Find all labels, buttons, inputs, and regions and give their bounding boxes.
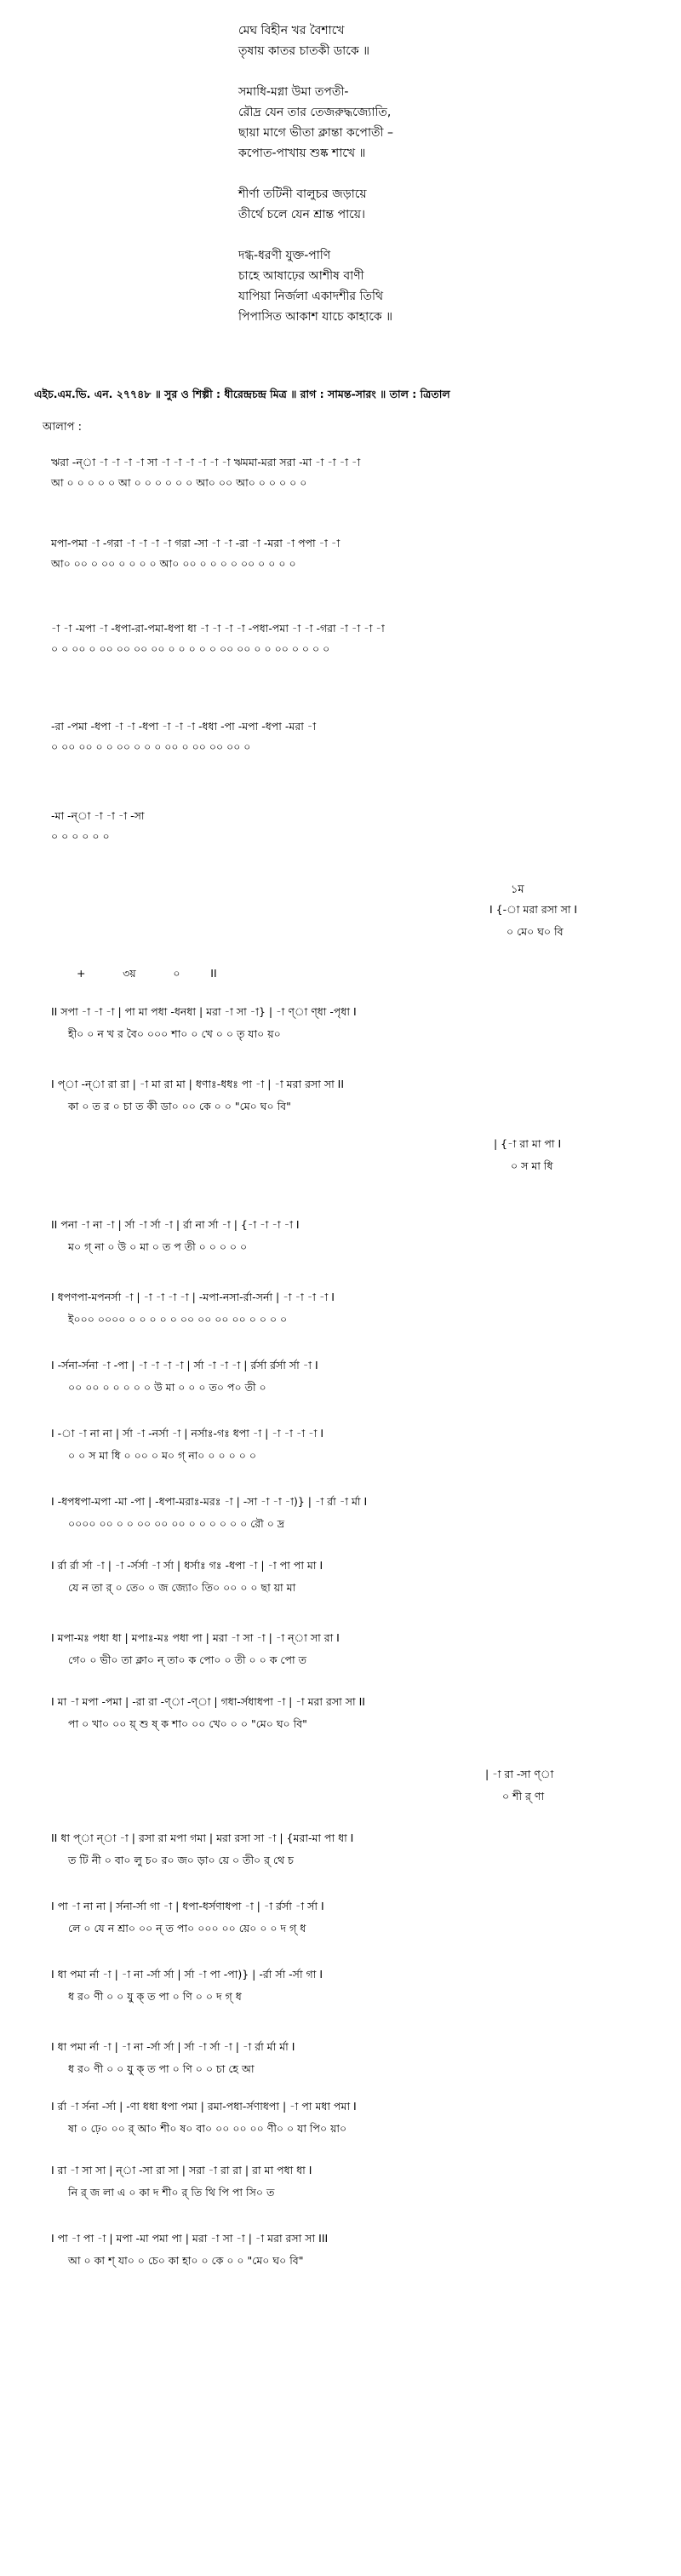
song-syllables-row: নি র্‌ জ লা এ ০ কা দ শী০ র্‌ তি থি পি পা সি০ ত bbox=[68, 2186, 275, 2199]
song-syllables-row: ০০০০ ০০ ০ ০ ০০ ০০ ০০ ০ ০ ০ ০ ০ ০ রৌ ০ দ্র bbox=[68, 1517, 285, 1530]
poem-stanza bbox=[238, 20, 545, 61]
record-info: এইচ.এম.ভি. এন. ২৭৭৪৮ ॥ সুর ও শিল্পী : ধীরেন্দ্রচন্দ্র মিত্র ॥ রাগ : সামন্ত-সারং ॥ তাল : ত্রিতাল bbox=[34, 388, 450, 400]
poem-stanza bbox=[238, 82, 545, 164]
song-notes-row: I পা -া না না | র্সনা-র্সা গা -া | ধপা-ধর্সণাধপা -া | -া র্রর্সা -া র্সা I bbox=[51, 1900, 324, 1912]
song-notes-row: I মপা-মঃ পধা ধা | মপাঃ-মঃ পধা পা | মরা -া সা -া | -া ন্‌া সা রা I bbox=[51, 1631, 340, 1644]
song-syllables-row: ধ র০ ণী ০ ০ যু ক্‌ ত পা ০ ণি ০ ০ চা হে আ bbox=[68, 2062, 255, 2075]
song-notes-row: II ধা প্‌া ন্‌া -া | রসা রা মপা গমা | মরা রসা সা -া | {মরা-মা পা ধা I bbox=[51, 1831, 354, 1844]
alap-syllables-row: ০ ০ ০ ০ ০ ০ bbox=[51, 830, 110, 842]
song-syllables-row: আ ০ কা শ্‌ যা০ ০ চে০ কা হা০ ০ কে ০ ০ "মে০ ঘ০ বি" bbox=[68, 2254, 304, 2267]
song-syllables-row: গে০ ০ ভী০ তা ক্লা০ ন্‌ তা০ ক পো০ ০ তী ০ ০ ক পো ত bbox=[68, 1653, 306, 1666]
poem-line: পিপাসিত আকাশ যাচে কাহাকে ॥ bbox=[238, 310, 393, 324]
poem-line: ছায়া মাগে ভীতা ক্লান্তা কপোতী – bbox=[238, 126, 393, 140]
alap-notes-row: ঋরা -ন্‌া -া -া -া -া সা -া -া -া -া -া -া ঋমমা-মরা সরা -মা -া -া -া -া bbox=[51, 456, 361, 469]
alap-notes-row: -া -া -মপা -া -ধপা-রা-পমা-ধপা ধা -া -া -া -া -পধা-পমা -া -া -গরা -া -া -া -া bbox=[51, 622, 385, 635]
song-notes-row: I -ধপধপা-মপা -মা -পা | -ধপা-মরাঃ-মরঃ -া | -সা -া -া -া)} | -া র্রা -া র্মা I bbox=[51, 1495, 368, 1508]
poem-stanza bbox=[238, 184, 545, 225]
song-notes-row: I -া -া না না | র্সা -া -নর্সা -া | নর্সাঃ-গঃ ধপা -া | -া -া -া -া I bbox=[51, 1427, 324, 1440]
song-syllables-row: ষা ০ ঢ়ে০ ০০ র্‌ আ০ শী০ ষ০ বা০ ০০ ০০ ০০ ণী০ ০ যা পি০ য়া০ bbox=[68, 2122, 347, 2135]
song-notes-row: I রা -া সা সা | ন্‌া -সা রা সা | সরা -া রা রা | রা মা পধা ধা I bbox=[51, 2164, 312, 2176]
alap-label: আলাপ : bbox=[43, 421, 82, 434]
song-syllables-row: হী০ ০ ন খ র বৈ০ ০০০ শা০ ০ খে ০ ০ তৃ যা০ য়০ bbox=[68, 1027, 281, 1040]
poem-line: মেঘ বিহীন খর বৈশাখে bbox=[238, 24, 345, 37]
song-notes-row: I প্‌া -ন্‌া রা রা | -া মা রা মা | ধণাঃ-ধধঃ পা -া | -া মরা রসা সা II bbox=[51, 1078, 345, 1090]
alap-notes-row: -রা -পমা -ধপা -া -া -ধপা -া -া -া -ধধা -পা -মপা -ধপা -মরা -া bbox=[51, 720, 317, 733]
poem-line: শীর্ণা তটিনী বালুচর জড়ায়ে bbox=[238, 187, 367, 201]
poem-line: তৃষায় কাতর চাতকী ডাকে ॥ bbox=[238, 44, 370, 58]
song-notes-row: I ধা পমা র্না -া | -া না -র্সা র্সা | র্সা -া পা -পা)} | -র্রা র্সা -র্সা গা I bbox=[51, 1968, 323, 1981]
song-notes-row: I ধা পমা র্না -া | -া না -র্সা র্সা | র্সা -া র্সা -া | -া র্রা র্মা র্মা I bbox=[51, 2040, 295, 2053]
poem-line: রৌদ্র যেন তার তেজরুদ্ধজ্যোতি, bbox=[238, 106, 392, 119]
song-syllables-row: ই০০০ ০০০০ ০ ০ ০ ০ ০ ০০ ০০ ০০ ০০ ০ ০ ০ ০ bbox=[68, 1313, 288, 1325]
song-notes-row: I {-া মরা রসা সা I bbox=[489, 903, 578, 916]
song-notes-row: II পনা -া না -া | র্সা -া র্সা -া | র্রা না র্সা -া | {-া -া -া -া I bbox=[51, 1218, 300, 1231]
alap-syllables-row: ০ ০০ ০০ ০ ০ ০০ ০ ০ ০ ০০ ০ ০০ ০০ ০০ ০ bbox=[51, 740, 251, 753]
song-syllables-row: কা ০ ত র ০ চা ত কী ডা০ ০০ কে ০ ০ "মে০ ঘ০ বি" bbox=[68, 1100, 291, 1113]
song-syllables-row: পা ০ খা০ ০০ য়্‌ শু ষ্‌ ক শা০ ০০ খে০ ০ ০ "মে০ ঘ০ বি" bbox=[68, 1717, 307, 1730]
poem-line: তীর্থে চলে যেন শ্রান্ত পায়ে। bbox=[238, 208, 366, 221]
part-marker: ১ম bbox=[511, 883, 524, 896]
alap-syllables-row: আ০ ০০ ০ ০০ ০ ০ ০ ০ আ০ ০০ ০ ০ ০ ০ ০০ ০ ০ ০ ০ bbox=[51, 557, 296, 570]
poem-line: চাহে আষাঢ়ের আশীষ বাণী bbox=[238, 269, 364, 283]
alap-syllables-row: আ ০ ০ ০ ০ ০ আ ০ ০ ০ ০ ০ ০ আ০ ০০ আ০ ০ ০ ০ ০ ০ bbox=[51, 476, 307, 489]
poem-stanza bbox=[238, 245, 545, 327]
song-syllables-row: লে ০ যে ন শ্রা০ ০০ ন্‌ ত পা০ ০০০ ০০ য়ে০ ০ ০ দ গ্‌ ধ bbox=[68, 1922, 306, 1935]
alap-syllables-row: ০ ০ ০০ ০ ০০ ০০ ০০ ০০ ০ ০ ০ ০ ০ ০০ ০০ ০ ০ ০০ ০ ০ ০ ০ bbox=[51, 642, 330, 655]
song-notes-row: I পা -া পা -া | মপা -মা পমা পা | মরা -া সা -া | -া মরা রসা সা III bbox=[51, 2232, 329, 2245]
song-lyrics bbox=[238, 20, 545, 348]
song-syllables-row: ০ শী র্‌ ণা bbox=[502, 1790, 545, 1803]
song-syllables-row: যে ন তা র্‌ ০ তে০ ০ জ জ্যো০ তি০ ০০ ০ ০ ছা য়া মা bbox=[68, 1581, 296, 1594]
song-notes-row: I র্রা র্রা র্সা -া | -া -র্সর্সা -া র্সা | ধর্সাঃ গঃ -ধপা -া | -া পা পা মা I bbox=[51, 1559, 323, 1572]
song-syllables-row: ত টি নী ০ বা০ লু চ০ র০ জ০ ড়া০ য়ে ০ তী০ র্‌ থে চ bbox=[68, 1854, 294, 1866]
song-notes-row: II সপা -া -া -া | পা মা পধা -ধনধা | মরা -া সা -া} | -া ণ্‌া ণ্‌ধা -পৃধা I bbox=[51, 1005, 357, 1018]
song-notes-row: I মা -া মপা -পমা | -রা রা -ণ্‌া -ণ্‌া | গধা-র্সধাধপা -া | -া মরা রসা সা II bbox=[51, 1695, 365, 1708]
poem-line: দগ্ধ-ধরণী যুক্ত-পাণি bbox=[238, 249, 331, 262]
song-syllables-row: ০ মে০ ঘ০ বি bbox=[506, 925, 564, 938]
song-syllables-row: ০ ০ স মা ধি ০ ০০ ০ ম০ গ্‌ না০ ০ ০ ০ ০ ০ bbox=[68, 1449, 256, 1462]
poem-line: যাপিয়া নির্জলা একাদশীর তিথি bbox=[238, 290, 384, 303]
alap-notes-row: মপা-পমা -া -গরা -া -া -া -া গরা -সা -া -া -রা -া -মরা -া পপা -া -া bbox=[51, 537, 340, 549]
song-syllables-row: ম০ গ্‌ না ০ উ ০ মা ০ ত প তী ০ ০ ০ ০ ০ bbox=[68, 1240, 248, 1253]
song-notes-row: | -া রা -সা ণ্‌া bbox=[485, 1768, 554, 1780]
song-syllables-row: ০ স মা ধি bbox=[511, 1159, 553, 1172]
song-notes-row: | {-া রা মা পা I bbox=[494, 1137, 562, 1150]
song-syllables-row: ০০ ০০ ০ ০ ০ ০ ০ উ মা ০ ০ ০ ত০ প০ তী ০ bbox=[68, 1381, 266, 1394]
poem-line: সমাধি-মগ্না উমা তপতী- bbox=[238, 85, 349, 99]
song-notes-row: I -র্সনা-র্সনা -া -পা | -া -া -া -া | র্সা -া -া -া | র্রর্সা র্রর্সা র্সা -া I bbox=[51, 1359, 318, 1371]
song-notes-row: I র্রা -া র্সনা -র্সা | -ণা ধধা ধপা পমা | রমা-পধা-র্সণাধপা | -া পা মধা পমা I bbox=[51, 2100, 357, 2113]
song-syllables-row: ধ র০ ণী ০ ০ যু ক্‌ ত পা ০ ণি ০ ০ দ গ্‌ ধ bbox=[68, 1990, 242, 2003]
poem-line: কপোত-পাখায় শুষ্ক শাখে ॥ bbox=[238, 147, 366, 160]
song-notes-row: I ধপণপা-মপনর্সা -া | -া -া -া -া | -মপা-নসা-র্রা-সর্না | -া -া -া -া I bbox=[51, 1291, 335, 1303]
alap-notes-row: -মা -ন্‌া -া -া -া -সা bbox=[51, 809, 145, 822]
song-notes-row: + ৩য় ০ II bbox=[77, 967, 217, 980]
